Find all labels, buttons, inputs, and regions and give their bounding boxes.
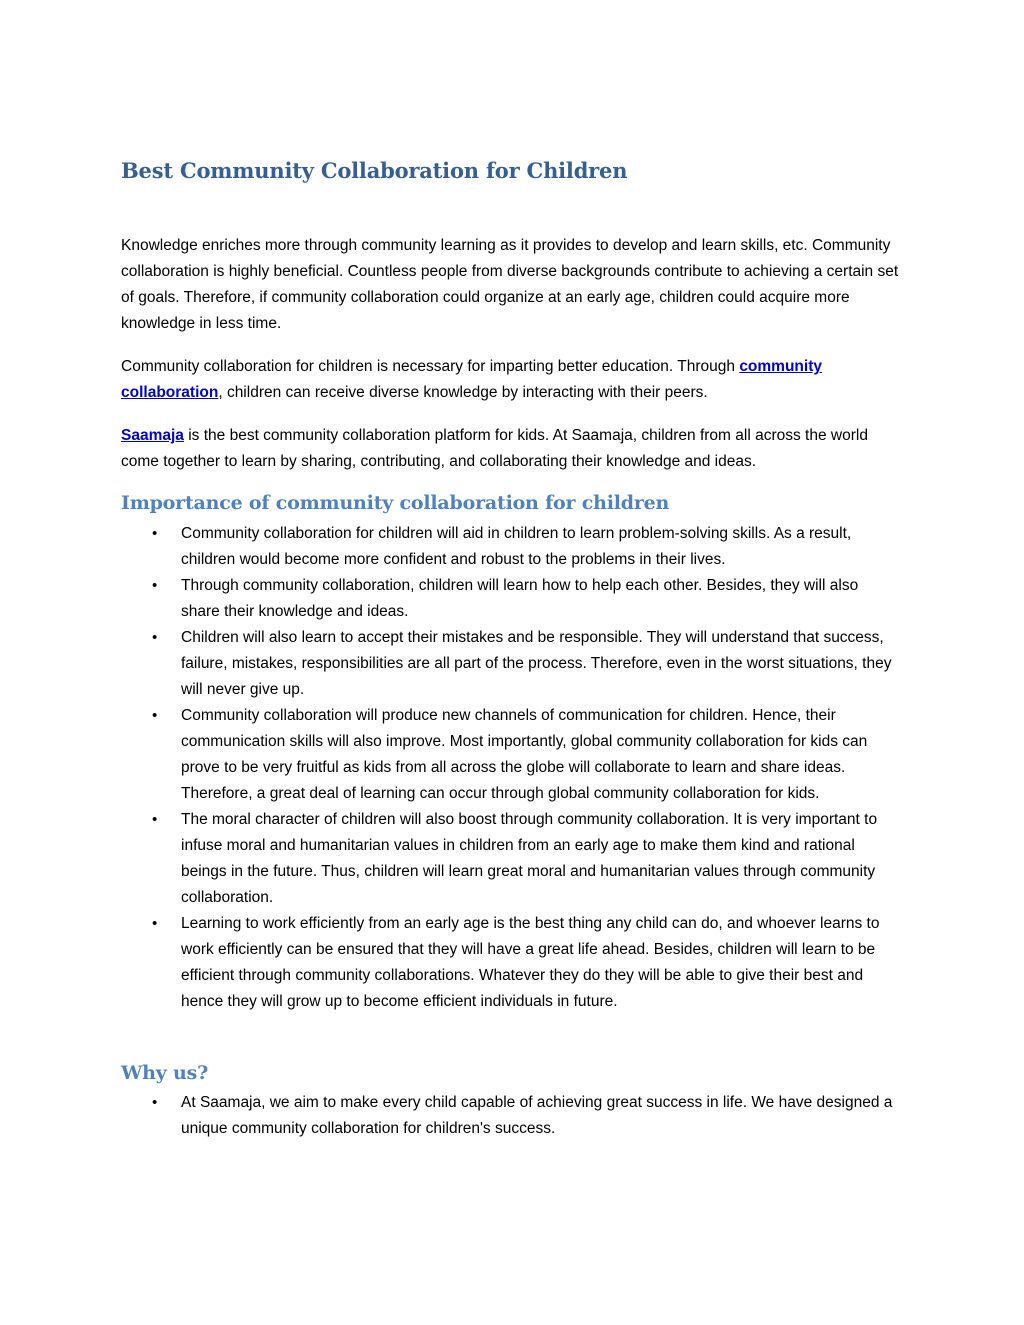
list-item-text: The moral character of children will also boost through community collaboration. It is very important to infuse moral and humanitarian values in children from an early age to make them kind and rational beings in the future. Thus, children will learn great moral and humanitarian values through community collaboration. [181, 811, 878, 906]
saamaja-link[interactable]: Saamaja [121, 427, 184, 444]
community-collaboration-link[interactable]: community collaboration [121, 358, 822, 401]
bullet-icon: • [152, 915, 158, 932]
list-item [121, 703, 901, 807]
why-us-list [121, 1090, 901, 1142]
bullet-icon: • [152, 525, 158, 542]
list-item-text: At Saamaja, we aim to make every child capable of achieving great success in life. We have designed a unique community collaboration for children's success. [181, 1094, 893, 1137]
list-item-text: Community collaboration for children will aid in children to learn problem-solving skills. As a result, children would become more confident and robust to the problems in their lives. [181, 525, 852, 568]
importance-list [121, 521, 901, 1015]
list-item-text: Community collaboration will produce new channels of communication for children. Hence, their communication skills will also improve. Most importantly, global community collaboration for kids can prove to be very fruitful as kids from all across the globe will collaborate to learn and share ideas. Therefore, a great deal of learning can occur through global community collaboration for kids. [181, 707, 868, 802]
importance-heading: Importance of community collaboration for children [121, 492, 670, 514]
saamaja-paragraph-text: is the best community collaboration platform for kids. At Saamaja, children from all across the world come together to learn by sharing, contributing, and collaborating their knowledge and ideas. [121, 427, 868, 470]
list-item [121, 807, 901, 911]
bullet-icon: • [152, 629, 158, 646]
bullet-icon: • [152, 811, 158, 828]
bullet-icon: • [152, 577, 158, 594]
list-item [121, 911, 901, 1015]
intro-paragraph: Knowledge enriches more through community learning as it provides to develop and learn skills, etc. Community collaboration is highly beneficial. Countless people from diverse backgrounds contribute to achieving a certain set of goals. Therefore, if community collaboration could organize at an early age, children could acquire more knowledge in less time. [121, 237, 899, 332]
list-item [121, 1090, 901, 1142]
document-title: Best Community Collaboration for Children [121, 158, 628, 183]
saamaja-paragraph [121, 423, 901, 475]
list-item-text: Through community collaboration, children will learn how to help each other. Besides, they will also share their knowledge and ideas. [181, 577, 859, 620]
list-item [121, 521, 901, 573]
list-item-text: Children will also learn to accept their mistakes and be responsible. They will understand that success, failure, mistakes, responsibilities are all part of the process. Therefore, even in the worst situations, they will never give up. [181, 629, 892, 698]
list-item [121, 573, 901, 625]
education-paragraph-text-end: , children can receive diverse knowledge by interacting with their peers. [218, 384, 708, 401]
bullet-icon: • [152, 707, 158, 724]
list-item-text: Learning to work efficiently from an early age is the best thing any child can do, and whoever learns to work efficiently can be ensured that they will have a great life ahead. Besides, children will learn to be efficient through community collaborations. Whatever they do they will be able to give their best and hence they will grow up to become efficient individuals in future. [181, 915, 880, 1010]
list-item [121, 625, 901, 703]
education-paragraph [121, 354, 901, 406]
education-paragraph-text-start: Community collaboration for children is necessary for imparting better education. Through [121, 358, 740, 375]
bullet-icon: • [152, 1094, 158, 1111]
why-us-heading: Why us? [121, 1062, 209, 1084]
